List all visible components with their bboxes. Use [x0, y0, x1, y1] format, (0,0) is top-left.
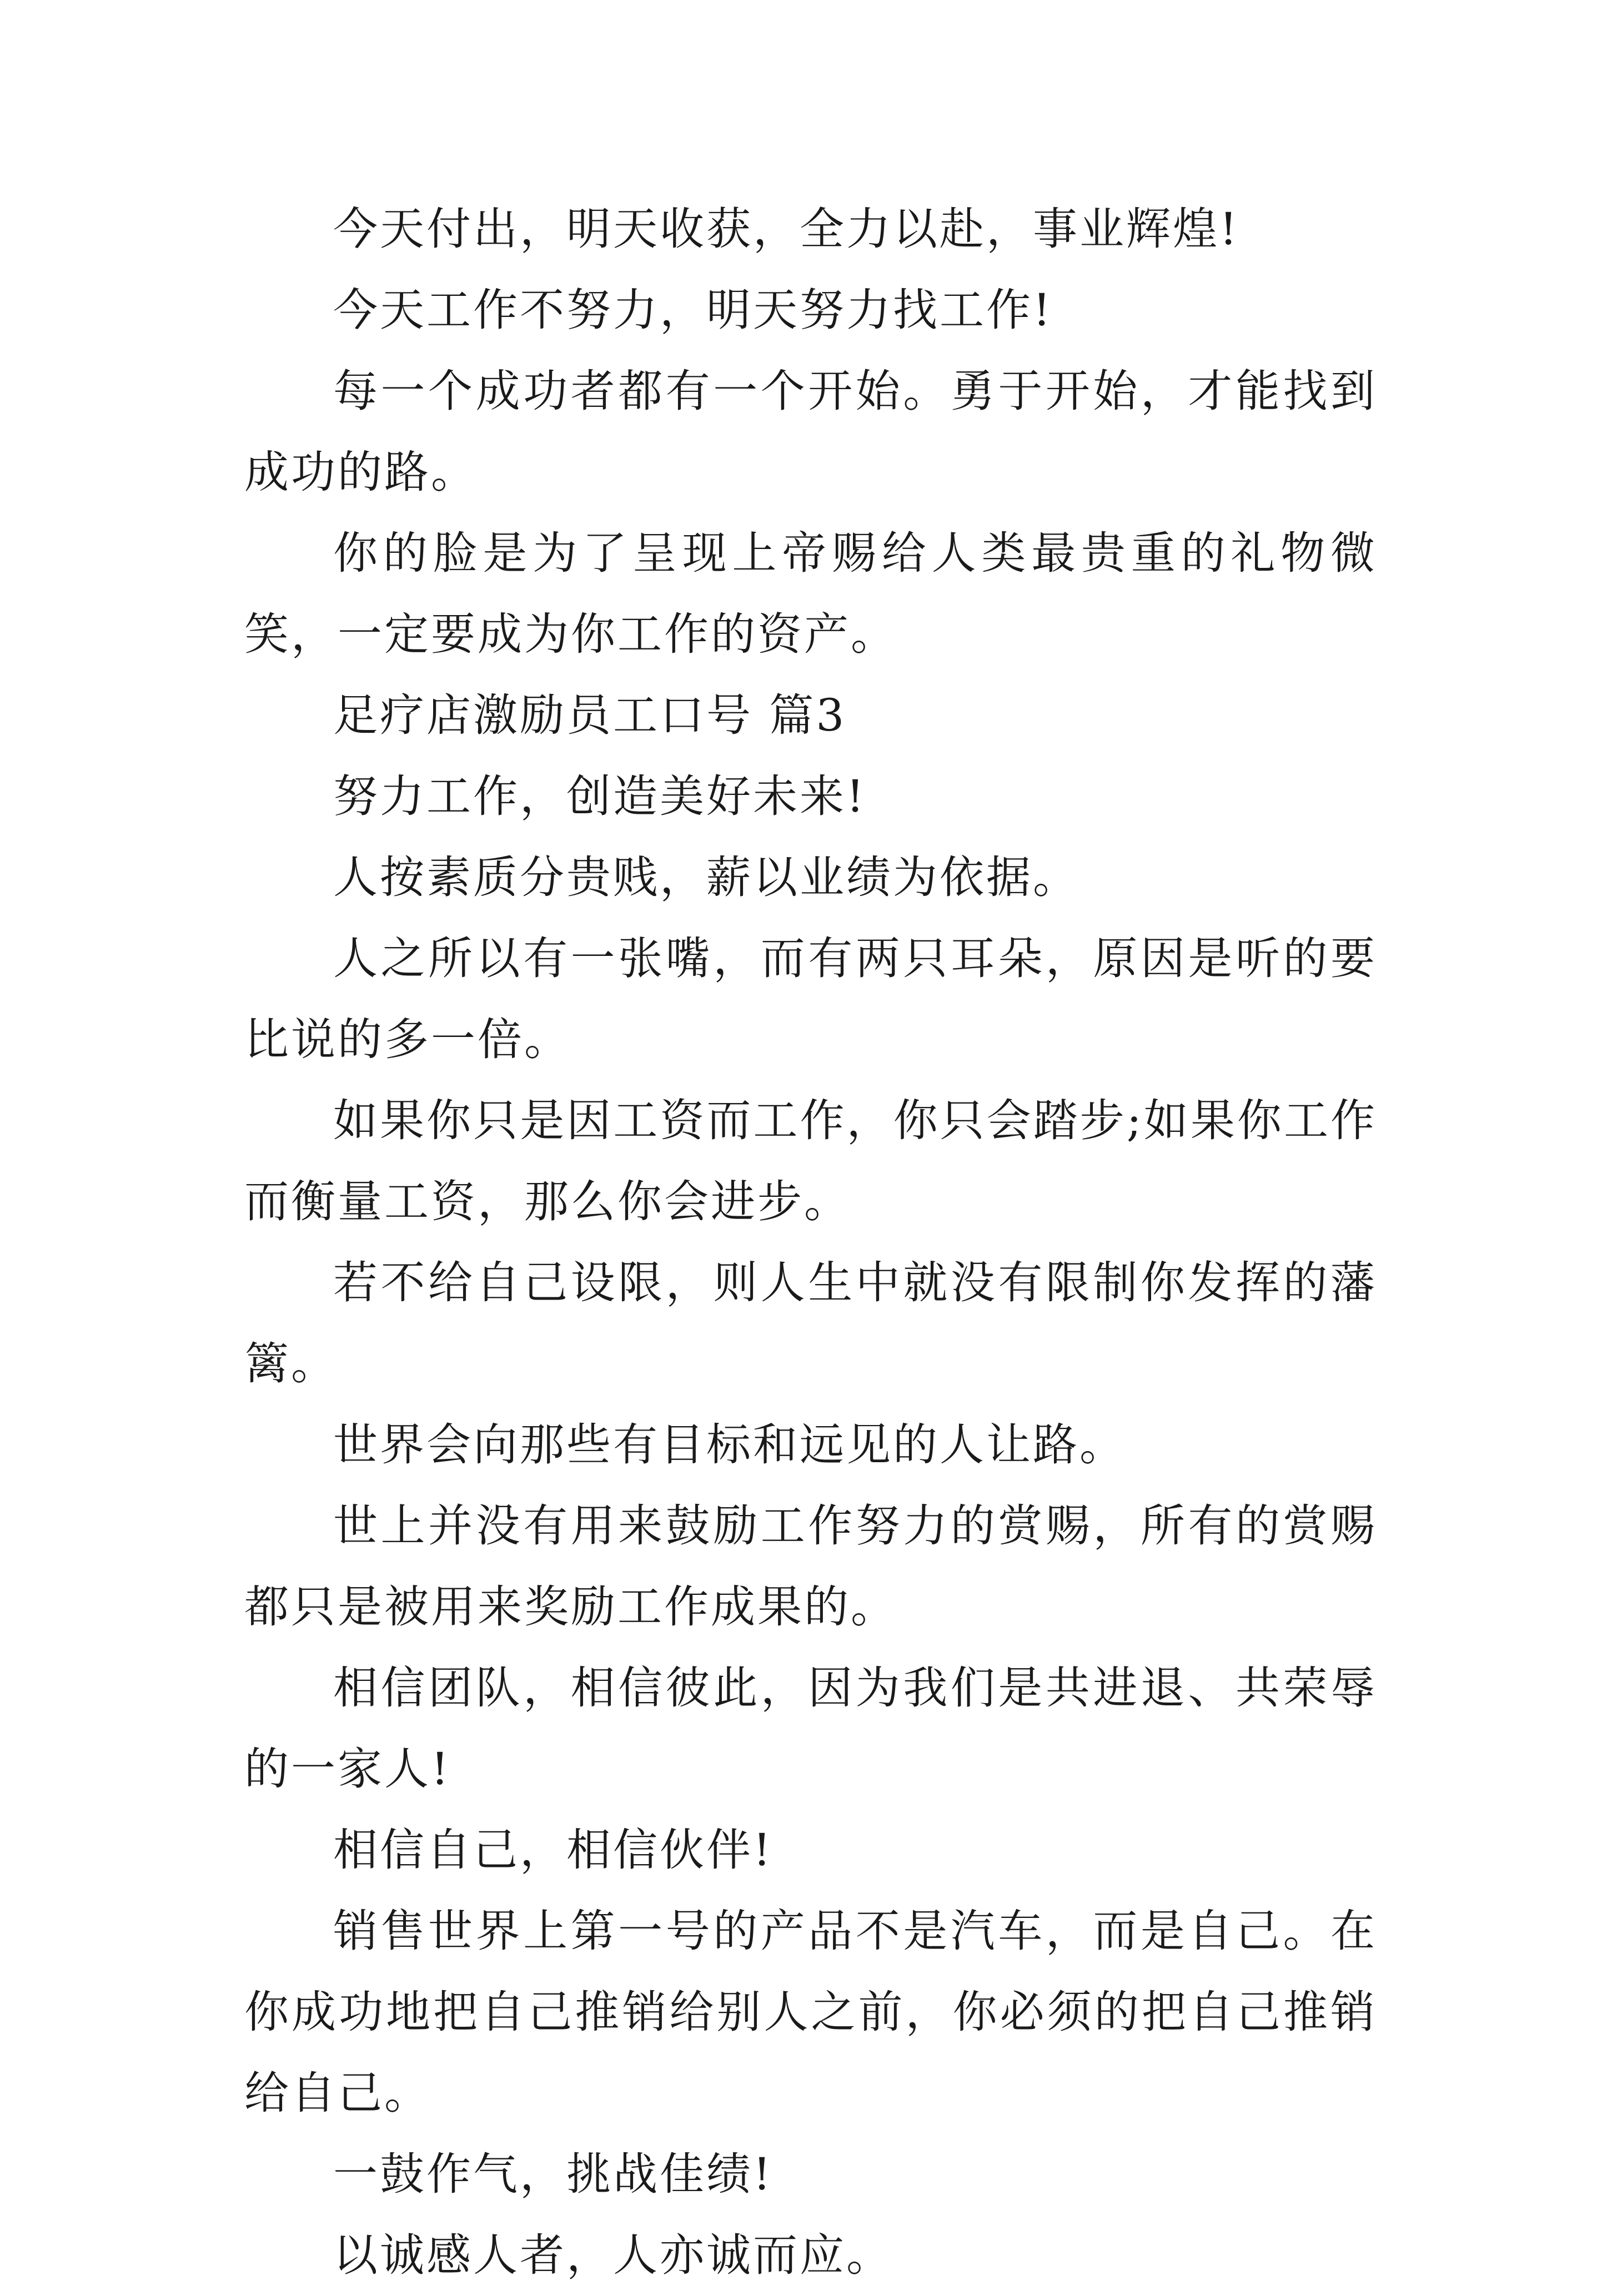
- section-heading: 足疗店激励员工口号 篇3: [333, 689, 847, 741]
- paragraph: 相信自己，相信伙伴!: [333, 1824, 774, 1876]
- paragraph: 人之所以有一张嘴，而有两只耳朵，原因是听的要比说的多一倍。: [244, 933, 1377, 1065]
- paragraph: 相信团队，相信彼此，因为我们是共进退、共荣辱的一家人!: [244, 1662, 1377, 1795]
- paragraph: 若不给自己设限，则人生中就没有限制你发挥的藩篱。: [244, 1257, 1377, 1389]
- paragraph: 以诚感人者，人亦诚而应。: [333, 2229, 893, 2281]
- paragraph: 努力工作，创造美好未来!: [333, 771, 867, 822]
- paragraph: 你的脸是为了呈现上帝赐给人类最贵重的礼物微笑，一定要成为你工作的资产。: [244, 527, 1377, 660]
- paragraph: 每一个成功者都有一个开始。勇于开始，才能找到成功的路。: [244, 365, 1377, 498]
- paragraph: 一鼓作气，挑战佳绩!: [333, 2148, 774, 2200]
- paragraph: 人按素质分贵贱，薪以业绩为依据。: [333, 852, 1079, 903]
- document-body: [244, 189, 1377, 2296]
- paragraph: 世界会向那些有目标和远见的人让路。: [333, 1419, 1126, 1471]
- paragraph: 销售世界上第一号的产品不是汽车，而是自己。在你成功地把自己推销给别人之前，你必须的把自己推销给自己。: [244, 1905, 1377, 2119]
- paragraph: 今天付出，明天收获，全力以赴，事业辉煌!: [333, 203, 1240, 255]
- paragraph: 今天工作不努力，明天努力找工作!: [333, 284, 1053, 336]
- paragraph: 世上并没有用来鼓励工作努力的赏赐，所有的赏赐都只是被用来奖励工作成果的。: [244, 1500, 1377, 1633]
- paragraph: 如果你只是因工资而工作，你只会踏步;如果你工作而衡量工资，那么你会进步。: [244, 1095, 1377, 1227]
